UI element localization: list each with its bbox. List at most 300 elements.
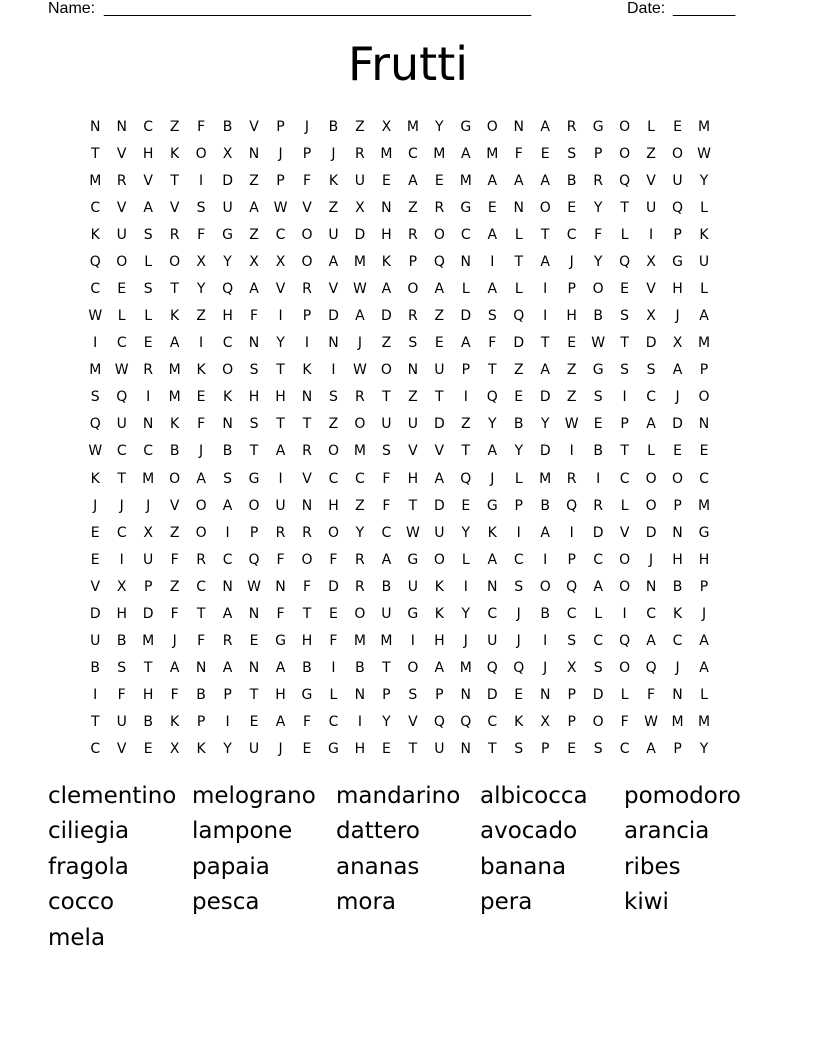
grid-letter: O [354, 416, 366, 433]
grid-letter: J [278, 145, 283, 162]
grid-letter: B [302, 660, 312, 677]
grid-letter: R [355, 145, 365, 162]
grid-letter: L [647, 443, 655, 460]
grid-letter: D [433, 497, 445, 514]
grid-letter: O [592, 714, 604, 731]
grid-letter: E [461, 497, 471, 514]
grid-letter: U [328, 226, 339, 243]
grid-letter: A [355, 308, 365, 325]
grid-letter: Y [540, 416, 550, 433]
grid-letter: I [463, 578, 468, 595]
grid-letter: S [143, 226, 153, 243]
grid-letter: N [672, 687, 683, 704]
grid-letter: H [672, 281, 683, 297]
grid-letter: U [275, 497, 286, 514]
word-list-item: papaia [192, 853, 270, 880]
grid-letter: Y [593, 253, 603, 270]
grid-letter: T [302, 605, 312, 622]
grid-letter: C [619, 470, 630, 487]
grid-letter: D [539, 389, 551, 406]
grid-letter: U [487, 633, 498, 650]
grid-letter: C [222, 335, 233, 352]
grid-letter: L [700, 281, 708, 297]
grid-letter: U [116, 226, 127, 243]
grid-letter: Q [460, 714, 472, 731]
grid-letter: A [381, 281, 392, 297]
grid-letter: I [304, 335, 310, 352]
grid-letter: B [196, 687, 206, 704]
grid-letter: A [540, 524, 550, 541]
grid-letter: Q [566, 578, 578, 595]
grid-letter: O [407, 281, 419, 297]
grid-letter: N [460, 741, 472, 758]
grid-letter: O [645, 470, 657, 487]
grid-letter: H [566, 308, 577, 325]
grid-letter: S [593, 741, 603, 758]
grid-letter: A [513, 172, 524, 189]
grid-letter: P [302, 145, 312, 162]
grid-letter: C [566, 226, 577, 243]
grid-letter: D [592, 687, 604, 704]
grid-letter: L [117, 308, 126, 325]
grid-letter: H [354, 741, 366, 758]
grid-letter: F [250, 308, 259, 325]
grid-letter: E [567, 199, 577, 216]
grid-letter: G [592, 118, 604, 135]
grid-letter: P [567, 714, 576, 731]
grid-letter: Y [276, 335, 285, 352]
grid-letter: J [569, 253, 574, 270]
grid-letter: D [142, 605, 154, 622]
grid-letter: V [116, 145, 127, 162]
grid-letter: I [199, 172, 204, 189]
grid-letter: H [116, 605, 127, 622]
grid-letter: O [672, 145, 684, 162]
grid-letter: Z [408, 199, 418, 216]
grid-letter: B [540, 497, 550, 514]
grid-letter: E [514, 389, 524, 406]
grid-letter: T [620, 199, 629, 216]
grid-letter: E [329, 605, 338, 622]
grid-letter: C [407, 145, 418, 162]
grid-letter: W [697, 145, 711, 162]
grid-letter: P [567, 281, 576, 297]
grid-letter: L [514, 470, 523, 487]
grid-letter: U [381, 416, 392, 433]
grid-letter: G [407, 551, 419, 568]
word-list-item: pesca [192, 889, 260, 916]
grid-letter: A [699, 633, 709, 650]
grid-letter: S [408, 687, 418, 704]
grid-letter: D [89, 605, 101, 622]
word-list-item: mela [48, 924, 106, 951]
grid-letter: C [646, 605, 656, 622]
grid-letter: E [514, 687, 524, 704]
grid-letter: O [327, 524, 339, 541]
grid-letter: O [301, 551, 313, 568]
grid-letter: M [89, 172, 102, 189]
grid-letter: N [645, 578, 657, 595]
grid-letter: J [649, 551, 654, 568]
grid-letter: U [434, 524, 445, 541]
grid-letter: F [620, 714, 629, 731]
grid-letter: S [90, 389, 100, 406]
grid-letter: A [249, 281, 259, 297]
grid-letter: Q [248, 551, 260, 568]
grid-letter: O [407, 660, 419, 677]
grid-letter: W [353, 362, 367, 379]
grid-letter: E [434, 172, 444, 189]
grid-letter: W [564, 416, 579, 433]
grid-letter: O [301, 253, 313, 270]
grid-letter: Y [699, 172, 709, 189]
grid-letter: X [540, 714, 550, 731]
grid-letter: M [697, 118, 711, 135]
word-list-item: cocco [48, 889, 115, 916]
grid-letter: W [644, 714, 658, 731]
grid-letter: F [117, 687, 126, 704]
grid-letter: Y [435, 118, 444, 135]
grid-letter: N [301, 389, 313, 406]
grid-letter: O [301, 226, 313, 243]
grid-letter: N [248, 660, 260, 677]
grid-letter: G [222, 226, 233, 243]
grid-letter: P [143, 578, 153, 595]
grid-letter: N [301, 497, 313, 514]
grid-letter: C [90, 199, 101, 216]
grid-letter: J [172, 633, 177, 650]
grid-letter: U [407, 416, 418, 433]
grid-letter: F [329, 551, 338, 568]
grid-letter: P [249, 524, 259, 541]
grid-letter: I [622, 605, 627, 622]
grid-letter: T [90, 714, 100, 731]
grid-letter: P [276, 172, 285, 189]
grid-letter: S [143, 281, 153, 297]
grid-letter: I [543, 308, 548, 325]
grid-letter: K [514, 714, 524, 731]
grid-letter: B [593, 443, 603, 460]
grid-letter: A [487, 551, 498, 568]
word-list-item: fragola [48, 853, 129, 880]
grid-letter: E [567, 741, 577, 758]
grid-letter: A [381, 551, 392, 568]
grid-letter: G [301, 687, 313, 704]
grid-letter: I [278, 470, 283, 487]
grid-letter: K [222, 389, 233, 406]
grid-letter: F [488, 335, 497, 352]
grid-letter: M [353, 253, 366, 270]
grid-letter: S [514, 741, 524, 758]
grid-letter: E [302, 741, 312, 758]
grid-letter: Z [566, 389, 577, 406]
grid-letter: I [596, 470, 601, 487]
grid-letter: L [620, 226, 629, 243]
grid-letter: J [304, 118, 310, 135]
grid-letter: O [619, 578, 631, 595]
grid-letter: P [540, 741, 550, 758]
grid-letter: J [278, 741, 283, 758]
grid-letter: C [355, 470, 365, 487]
grid-letter: V [408, 443, 418, 460]
grid-letter: N [354, 687, 366, 704]
grid-letter: E [143, 741, 153, 758]
grid-letter: A [646, 633, 656, 650]
grid-letter: O [698, 389, 710, 406]
grid-letter: R [355, 578, 365, 595]
grid-letter: X [249, 253, 259, 270]
grid-letter: F [302, 714, 312, 731]
grid-letter: I [569, 443, 574, 460]
grid-letter: E [90, 551, 100, 568]
grid-letter: O [169, 253, 181, 270]
grid-letter: O [433, 226, 445, 243]
grid-letter: V [275, 281, 286, 297]
grid-letter: R [355, 551, 365, 568]
grid-letter: I [622, 389, 627, 406]
grid-letter: M [380, 633, 393, 650]
grid-letter: Z [169, 524, 180, 541]
grid-letter: E [117, 281, 127, 297]
grid-letter: A [143, 199, 153, 216]
grid-letter: R [593, 172, 603, 189]
grid-letter: Z [328, 199, 339, 216]
grid-letter: F [170, 687, 179, 704]
grid-letter: L [144, 253, 153, 270]
grid-letter: D [328, 308, 339, 325]
grid-letter: Y [461, 524, 471, 541]
grid-letter: A [434, 660, 445, 677]
grid-letter: U [116, 416, 127, 433]
grid-letter: F [302, 578, 312, 595]
grid-letter: R [407, 226, 418, 243]
grid-letter: J [543, 660, 548, 677]
grid-letter: N [513, 199, 524, 216]
grid-letter: F [594, 226, 603, 243]
grid-letter: Q [89, 416, 101, 433]
grid-letter: O [619, 145, 631, 162]
grid-letter: O [195, 497, 207, 514]
grid-letter: R [275, 524, 286, 541]
grid-letter: N [698, 416, 710, 433]
grid-letter: B [672, 578, 683, 595]
grid-letter: A [434, 281, 445, 297]
grid-letter: D [645, 524, 657, 541]
grid-letter: L [461, 551, 470, 568]
grid-letter: F [197, 633, 206, 650]
grid-letter: K [90, 226, 100, 243]
grid-letter: W [591, 335, 606, 352]
grid-letter: U [672, 172, 683, 189]
grid-letter: B [90, 660, 101, 677]
grid-letter: M [697, 497, 711, 514]
grid-letter: T [540, 226, 550, 243]
grid-letter: S [196, 199, 206, 216]
grid-letter: Q [566, 497, 578, 514]
grid-letter: N [222, 416, 233, 433]
grid-letter: A [672, 362, 683, 379]
grid-letter: W [353, 281, 367, 297]
grid-letter: Z [513, 362, 524, 379]
grid-letter: I [199, 335, 204, 352]
grid-letter: X [381, 118, 392, 135]
grid-letter: Y [355, 524, 365, 541]
grid-letter: I [93, 687, 98, 704]
grid-letter: Y [699, 741, 709, 758]
grid-letter: O [169, 470, 181, 487]
grid-letter: A [196, 470, 206, 487]
grid-letter: S [567, 633, 577, 650]
grid-letter: A [275, 660, 286, 677]
grid-letter: Z [355, 497, 365, 514]
grid-letter: J [675, 389, 680, 406]
grid-letter: V [116, 741, 127, 758]
grid-letter: M [486, 145, 499, 162]
grid-letter: A [487, 172, 498, 189]
grid-letter: O [354, 605, 366, 622]
grid-letter: O [116, 253, 128, 270]
grid-letter: N [487, 578, 498, 595]
grid-letter: J [516, 605, 521, 622]
grid-letter: M [459, 660, 472, 677]
grid-letter: K [170, 714, 180, 731]
grid-letter: A [169, 335, 180, 352]
grid-letter: R [116, 172, 127, 189]
grid-letter: S [646, 362, 656, 379]
grid-letter: M [353, 443, 366, 460]
grid-letter: S [249, 416, 259, 433]
grid-letter: Z [461, 416, 471, 433]
grid-letter: J [516, 633, 521, 650]
grid-letter: N [248, 335, 260, 352]
grid-letter: G [328, 741, 339, 758]
grid-letter: X [222, 145, 233, 162]
grid-letter: C [328, 470, 339, 487]
grid-letter: Y [514, 443, 524, 460]
grid-letter: P [593, 145, 603, 162]
grid-letter: B [355, 660, 365, 677]
grid-letter: T [276, 416, 285, 433]
grid-letter: S [408, 335, 418, 352]
grid-letter: H [142, 145, 154, 162]
grid-letter: Z [249, 172, 259, 189]
grid-letter: L [594, 605, 603, 622]
grid-letter: I [225, 714, 230, 731]
grid-letter: K [196, 741, 206, 758]
grid-letter: R [566, 470, 577, 487]
grid-letter: R [169, 226, 180, 243]
worksheet-header [48, 0, 748, 20]
grid-letter: Q [513, 660, 525, 677]
grid-letter: Z [381, 335, 392, 352]
grid-letter: K [196, 362, 206, 379]
grid-letter: A [249, 199, 259, 216]
grid-letter: T [435, 389, 444, 406]
grid-letter: T [276, 362, 285, 379]
grid-letter: I [331, 660, 336, 677]
grid-letter: B [328, 118, 339, 135]
grid-letter: N [460, 253, 472, 270]
grid-letter: N [539, 687, 551, 704]
grid-letter: R [434, 199, 445, 216]
grid-letter: X [196, 253, 206, 270]
grid-letter: L [620, 687, 629, 704]
grid-letter: Y [196, 281, 206, 297]
grid-letter: Q [433, 714, 445, 731]
grid-letter: T [408, 497, 418, 514]
word-list-item: lampone [192, 818, 293, 845]
grid-letter: O [248, 497, 260, 514]
grid-letter: A [646, 741, 656, 758]
grid-letter: S [117, 660, 127, 677]
word-list-item: ciliegia [48, 818, 130, 845]
grid-letter: A [222, 605, 233, 622]
grid-letter: S [329, 389, 338, 406]
grid-letter: P [276, 118, 285, 135]
grid-letter: N [672, 524, 683, 541]
grid-letter: F [329, 633, 338, 650]
grid-letter: T [514, 253, 524, 270]
grid-letter: X [169, 741, 180, 758]
grid-letter: Q [645, 660, 657, 677]
grid-letter: C [222, 551, 233, 568]
grid-letter: L [647, 118, 655, 135]
word-list-item: pomodoro [624, 782, 741, 809]
grid-letter: P [673, 741, 682, 758]
grid-letter: P [673, 497, 682, 514]
grid-letter: L [514, 281, 523, 297]
grid-letter: C [116, 335, 127, 352]
grid-letter: N [248, 145, 260, 162]
grid-letter: I [569, 524, 574, 541]
grid-letter: O [327, 443, 339, 460]
grid-letter: L [514, 226, 523, 243]
grid-letter: J [93, 497, 98, 514]
grid-letter: F [647, 687, 656, 704]
grid-letter: I [543, 633, 548, 650]
word-list-item: avocado [480, 818, 578, 845]
grid-letter: S [593, 660, 603, 677]
grid-letter: V [169, 497, 180, 514]
grid-letter: Z [249, 226, 259, 243]
grid-letter: T [382, 660, 391, 677]
grid-letter: F [170, 551, 179, 568]
grid-letter: I [490, 253, 495, 270]
grid-letter: F [276, 605, 285, 622]
grid-letter: O [222, 362, 234, 379]
grid-letter: X [275, 253, 286, 270]
grid-letter: W [273, 199, 288, 216]
grid-letter: C [487, 714, 498, 731]
grid-letter: C [460, 226, 471, 243]
grid-letter: V [302, 470, 312, 487]
grid-letter: M [406, 118, 419, 135]
grid-letter: J [701, 605, 707, 622]
grid-letter: Y [223, 741, 232, 758]
grid-letter: L [620, 497, 629, 514]
grid-letter: S [223, 470, 233, 487]
name-label: Name: [48, 0, 96, 17]
grid-letter: I [331, 362, 336, 379]
grid-letter: P [514, 497, 523, 514]
grid-letter: R [593, 497, 603, 514]
grid-letter: O [619, 118, 631, 135]
grid-letter: X [672, 335, 683, 352]
grid-letter: D [381, 308, 392, 325]
grid-letter: O [672, 470, 684, 487]
grid-letter: R [196, 551, 206, 568]
grid-letter: J [675, 308, 680, 325]
